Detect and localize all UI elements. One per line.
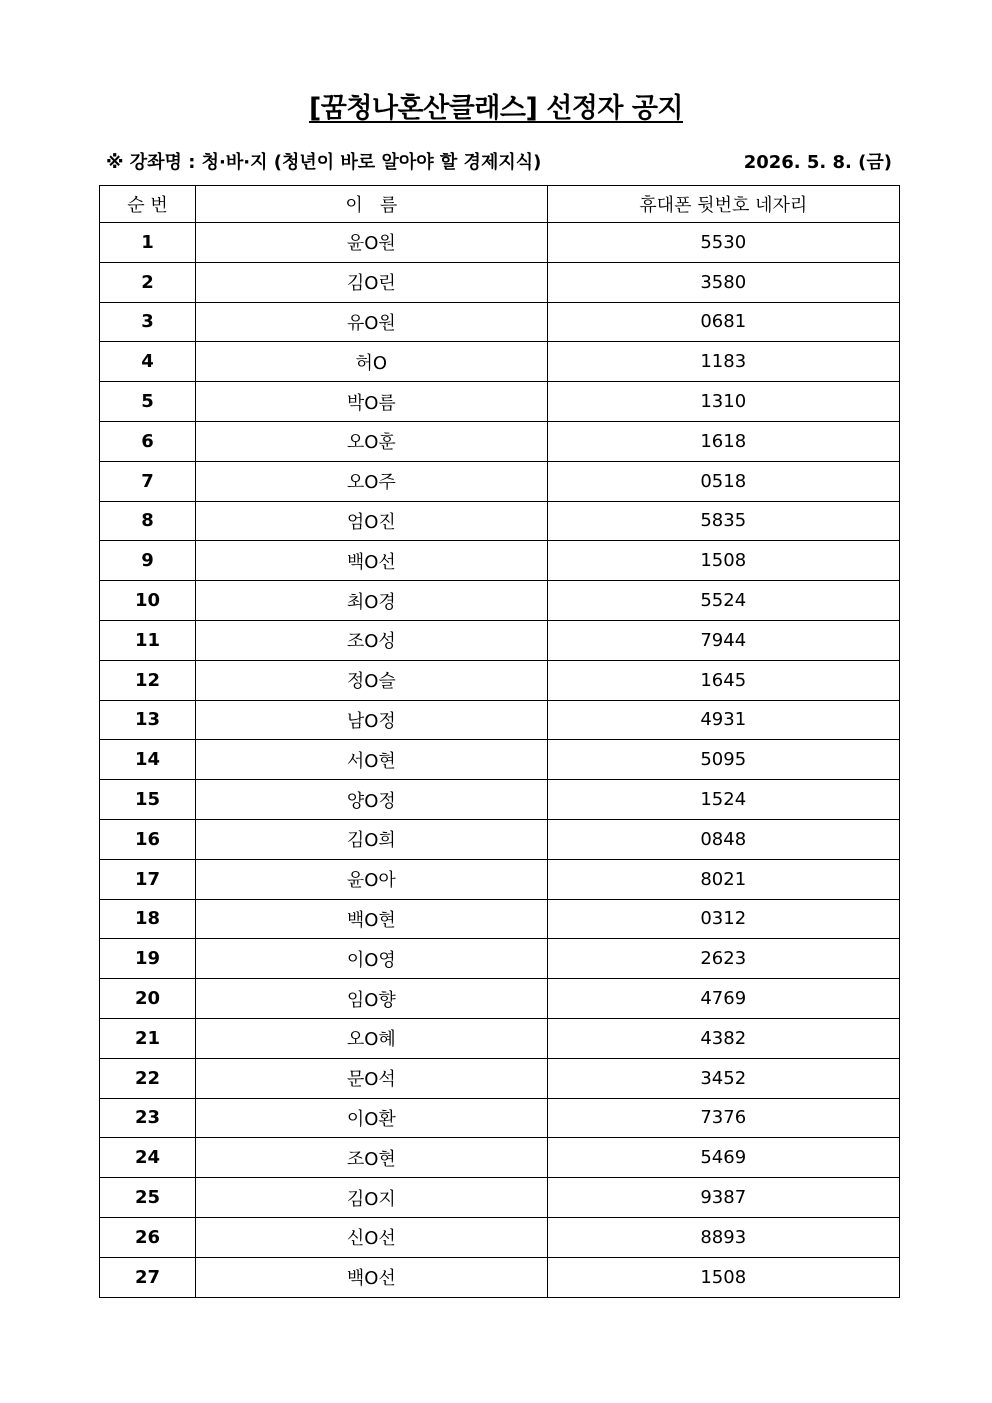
row-name: 남O정 — [196, 700, 547, 740]
row-name: 김O희 — [196, 819, 547, 859]
row-number: 2 — [100, 262, 196, 302]
table-row — [100, 740, 900, 780]
row-number: 22 — [100, 1058, 196, 1098]
row-phone-last4: 5530 — [547, 223, 899, 263]
table-row — [100, 342, 900, 382]
row-phone-last4: 8893 — [547, 1217, 899, 1257]
row-phone-last4: 8021 — [547, 859, 899, 899]
row-name: 윤O아 — [196, 859, 547, 899]
row-number: 7 — [100, 461, 196, 501]
course-name: ※ 강좌명 : 청·바·지 (청년이 바로 알아야 할 경제지식) — [106, 152, 542, 173]
subtitle-row — [106, 148, 892, 176]
row-name: 백O현 — [196, 899, 547, 939]
row-name: 조O성 — [196, 620, 547, 660]
row-phone-last4: 1645 — [547, 660, 899, 700]
header-name: 이 름 — [196, 186, 547, 223]
header-phone: 휴대폰 뒷번호 네자리 — [547, 186, 899, 223]
row-name: 엄O진 — [196, 501, 547, 541]
row-name: 김O린 — [196, 262, 547, 302]
row-name: 신O선 — [196, 1217, 547, 1257]
row-name: 문O석 — [196, 1058, 547, 1098]
table-row — [100, 620, 900, 660]
row-number: 11 — [100, 620, 196, 660]
row-number: 13 — [100, 700, 196, 740]
row-number: 3 — [100, 302, 196, 342]
row-phone-last4: 5524 — [547, 581, 899, 621]
table-row — [100, 1138, 900, 1178]
table-row — [100, 859, 900, 899]
row-phone-last4: 5835 — [547, 501, 899, 541]
row-name: 윤O원 — [196, 223, 547, 263]
row-name: 오O주 — [196, 461, 547, 501]
row-name: 이O영 — [196, 939, 547, 979]
row-phone-last4: 1618 — [547, 421, 899, 461]
row-phone-last4: 0518 — [547, 461, 899, 501]
table-row — [100, 899, 900, 939]
table-row — [100, 223, 900, 263]
row-phone-last4: 2623 — [547, 939, 899, 979]
row-number: 26 — [100, 1217, 196, 1257]
row-phone-last4: 4931 — [547, 700, 899, 740]
table-row — [100, 1178, 900, 1218]
row-number: 18 — [100, 899, 196, 939]
row-number: 27 — [100, 1257, 196, 1297]
table-row — [100, 421, 900, 461]
row-name: 오O훈 — [196, 421, 547, 461]
row-phone-last4: 4382 — [547, 1018, 899, 1058]
table-body — [100, 223, 900, 1298]
row-number: 17 — [100, 859, 196, 899]
table-row — [100, 382, 900, 422]
row-name: 임O향 — [196, 979, 547, 1019]
row-phone-last4: 1508 — [547, 541, 899, 581]
row-phone-last4: 1508 — [547, 1257, 899, 1297]
row-number: 1 — [100, 223, 196, 263]
table-row — [100, 302, 900, 342]
row-phone-last4: 3452 — [547, 1058, 899, 1098]
row-number: 16 — [100, 819, 196, 859]
row-number: 12 — [100, 660, 196, 700]
table-row — [100, 1098, 900, 1138]
row-number: 9 — [100, 541, 196, 581]
page-title — [0, 86, 992, 125]
table-row — [100, 461, 900, 501]
row-name: 유O원 — [196, 302, 547, 342]
table-row — [100, 581, 900, 621]
header-number: 순 번 — [100, 186, 196, 223]
row-phone-last4: 7376 — [547, 1098, 899, 1138]
row-number: 23 — [100, 1098, 196, 1138]
row-name: 백O선 — [196, 541, 547, 581]
row-phone-last4: 5469 — [547, 1138, 899, 1178]
table-row — [100, 541, 900, 581]
row-phone-last4: 5095 — [547, 740, 899, 780]
row-phone-last4: 1310 — [547, 382, 899, 422]
table-header-row — [100, 186, 900, 223]
row-name: 김O지 — [196, 1178, 547, 1218]
row-name: 박O름 — [196, 382, 547, 422]
notice-date: 2026. 5. 8. (금) — [743, 152, 892, 173]
row-name: 오O혜 — [196, 1018, 547, 1058]
row-number: 19 — [100, 939, 196, 979]
row-number: 25 — [100, 1178, 196, 1218]
row-number: 5 — [100, 382, 196, 422]
row-number: 15 — [100, 780, 196, 820]
row-number: 24 — [100, 1138, 196, 1178]
table-row — [100, 819, 900, 859]
row-name: 최O경 — [196, 581, 547, 621]
row-phone-last4: 1183 — [547, 342, 899, 382]
row-phone-last4: 0312 — [547, 899, 899, 939]
row-phone-last4: 4769 — [547, 979, 899, 1019]
row-phone-last4: 9387 — [547, 1178, 899, 1218]
table-row — [100, 660, 900, 700]
table-row — [100, 700, 900, 740]
row-number: 6 — [100, 421, 196, 461]
table-row — [100, 1217, 900, 1257]
row-phone-last4: 1524 — [547, 780, 899, 820]
row-phone-last4: 0681 — [547, 302, 899, 342]
row-name: 양O정 — [196, 780, 547, 820]
table-row — [100, 939, 900, 979]
table-row — [100, 1058, 900, 1098]
table-row — [100, 262, 900, 302]
row-number: 4 — [100, 342, 196, 382]
row-name: 이O환 — [196, 1098, 547, 1138]
row-name: 정O슬 — [196, 660, 547, 700]
row-number: 10 — [100, 581, 196, 621]
table-row — [100, 501, 900, 541]
table-row — [100, 979, 900, 1019]
row-phone-last4: 0848 — [547, 819, 899, 859]
row-number: 21 — [100, 1018, 196, 1058]
table-row — [100, 1257, 900, 1297]
row-name: 허O — [196, 342, 547, 382]
row-name: 서O현 — [196, 740, 547, 780]
row-phone-last4: 7944 — [547, 620, 899, 660]
page-title-text: [꿈청나혼산클래스] 선정자 공지 — [308, 93, 684, 124]
table-row — [100, 1018, 900, 1058]
row-phone-last4: 3580 — [547, 262, 899, 302]
table-row — [100, 780, 900, 820]
row-number: 8 — [100, 501, 196, 541]
selection-table — [99, 185, 900, 1298]
row-name: 백O선 — [196, 1257, 547, 1297]
row-name: 조O현 — [196, 1138, 547, 1178]
row-number: 20 — [100, 979, 196, 1019]
row-number: 14 — [100, 740, 196, 780]
